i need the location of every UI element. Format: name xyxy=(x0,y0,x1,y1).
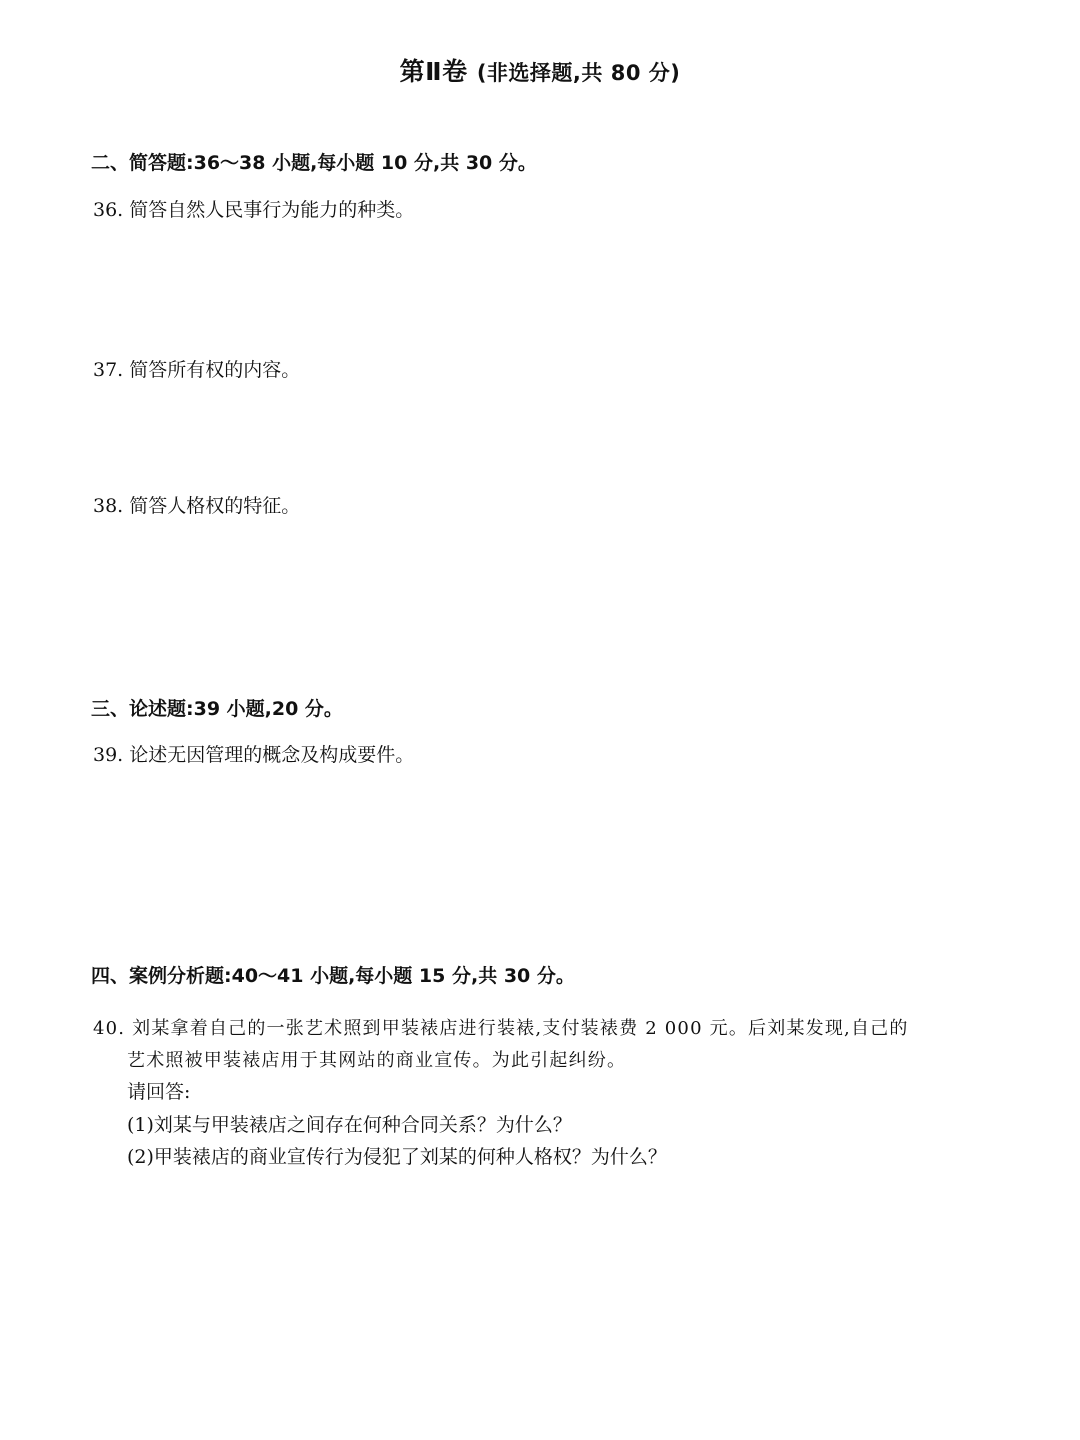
title-subtitle: (非选择题,共 80 分) xyxy=(476,61,681,85)
page-title xyxy=(0,52,1080,88)
section-heading-case-analysis: 四、案例分析题:40～41 小题,每小题 15 分,共 30 分。 xyxy=(91,965,575,987)
question-40-prompt: 请回答: xyxy=(127,1081,191,1103)
question-40-subquestion-1: (1)刘某与甲装裱店之间存在何种合同关系？为什么？ xyxy=(127,1114,572,1136)
question-39: 39. 论述无因管理的概念及构成要件。 xyxy=(93,744,415,766)
section-heading-short-answer: 二、简答题:36～38 小题,每小题 10 分,共 30 分。 xyxy=(91,152,537,174)
question-40-line-2: 艺术照被甲装裱店用于其网站的商业宣传。为此引起纠纷。 xyxy=(127,1050,627,1071)
question-36: 36. 简答自然人民事行为能力的种类。 xyxy=(93,199,415,221)
question-40-subquestion-2: (2)甲装裱店的商业宣传行为侵犯了刘某的何种人格权？为什么？ xyxy=(127,1146,667,1168)
title-main: 第Ⅱ卷 xyxy=(399,57,468,86)
question-40-line-1: 40. 刘某拿着自己的一张艺术照到甲装裱店进行装裱,支付装裱费 2 000 元。后刘某发现,自己的 xyxy=(93,1018,909,1039)
section-heading-essay: 三、论述题:39 小题,20 分。 xyxy=(91,698,343,720)
question-37: 37. 简答所有权的内容。 xyxy=(93,359,301,381)
question-38: 38. 简答人格权的特征。 xyxy=(93,495,301,517)
